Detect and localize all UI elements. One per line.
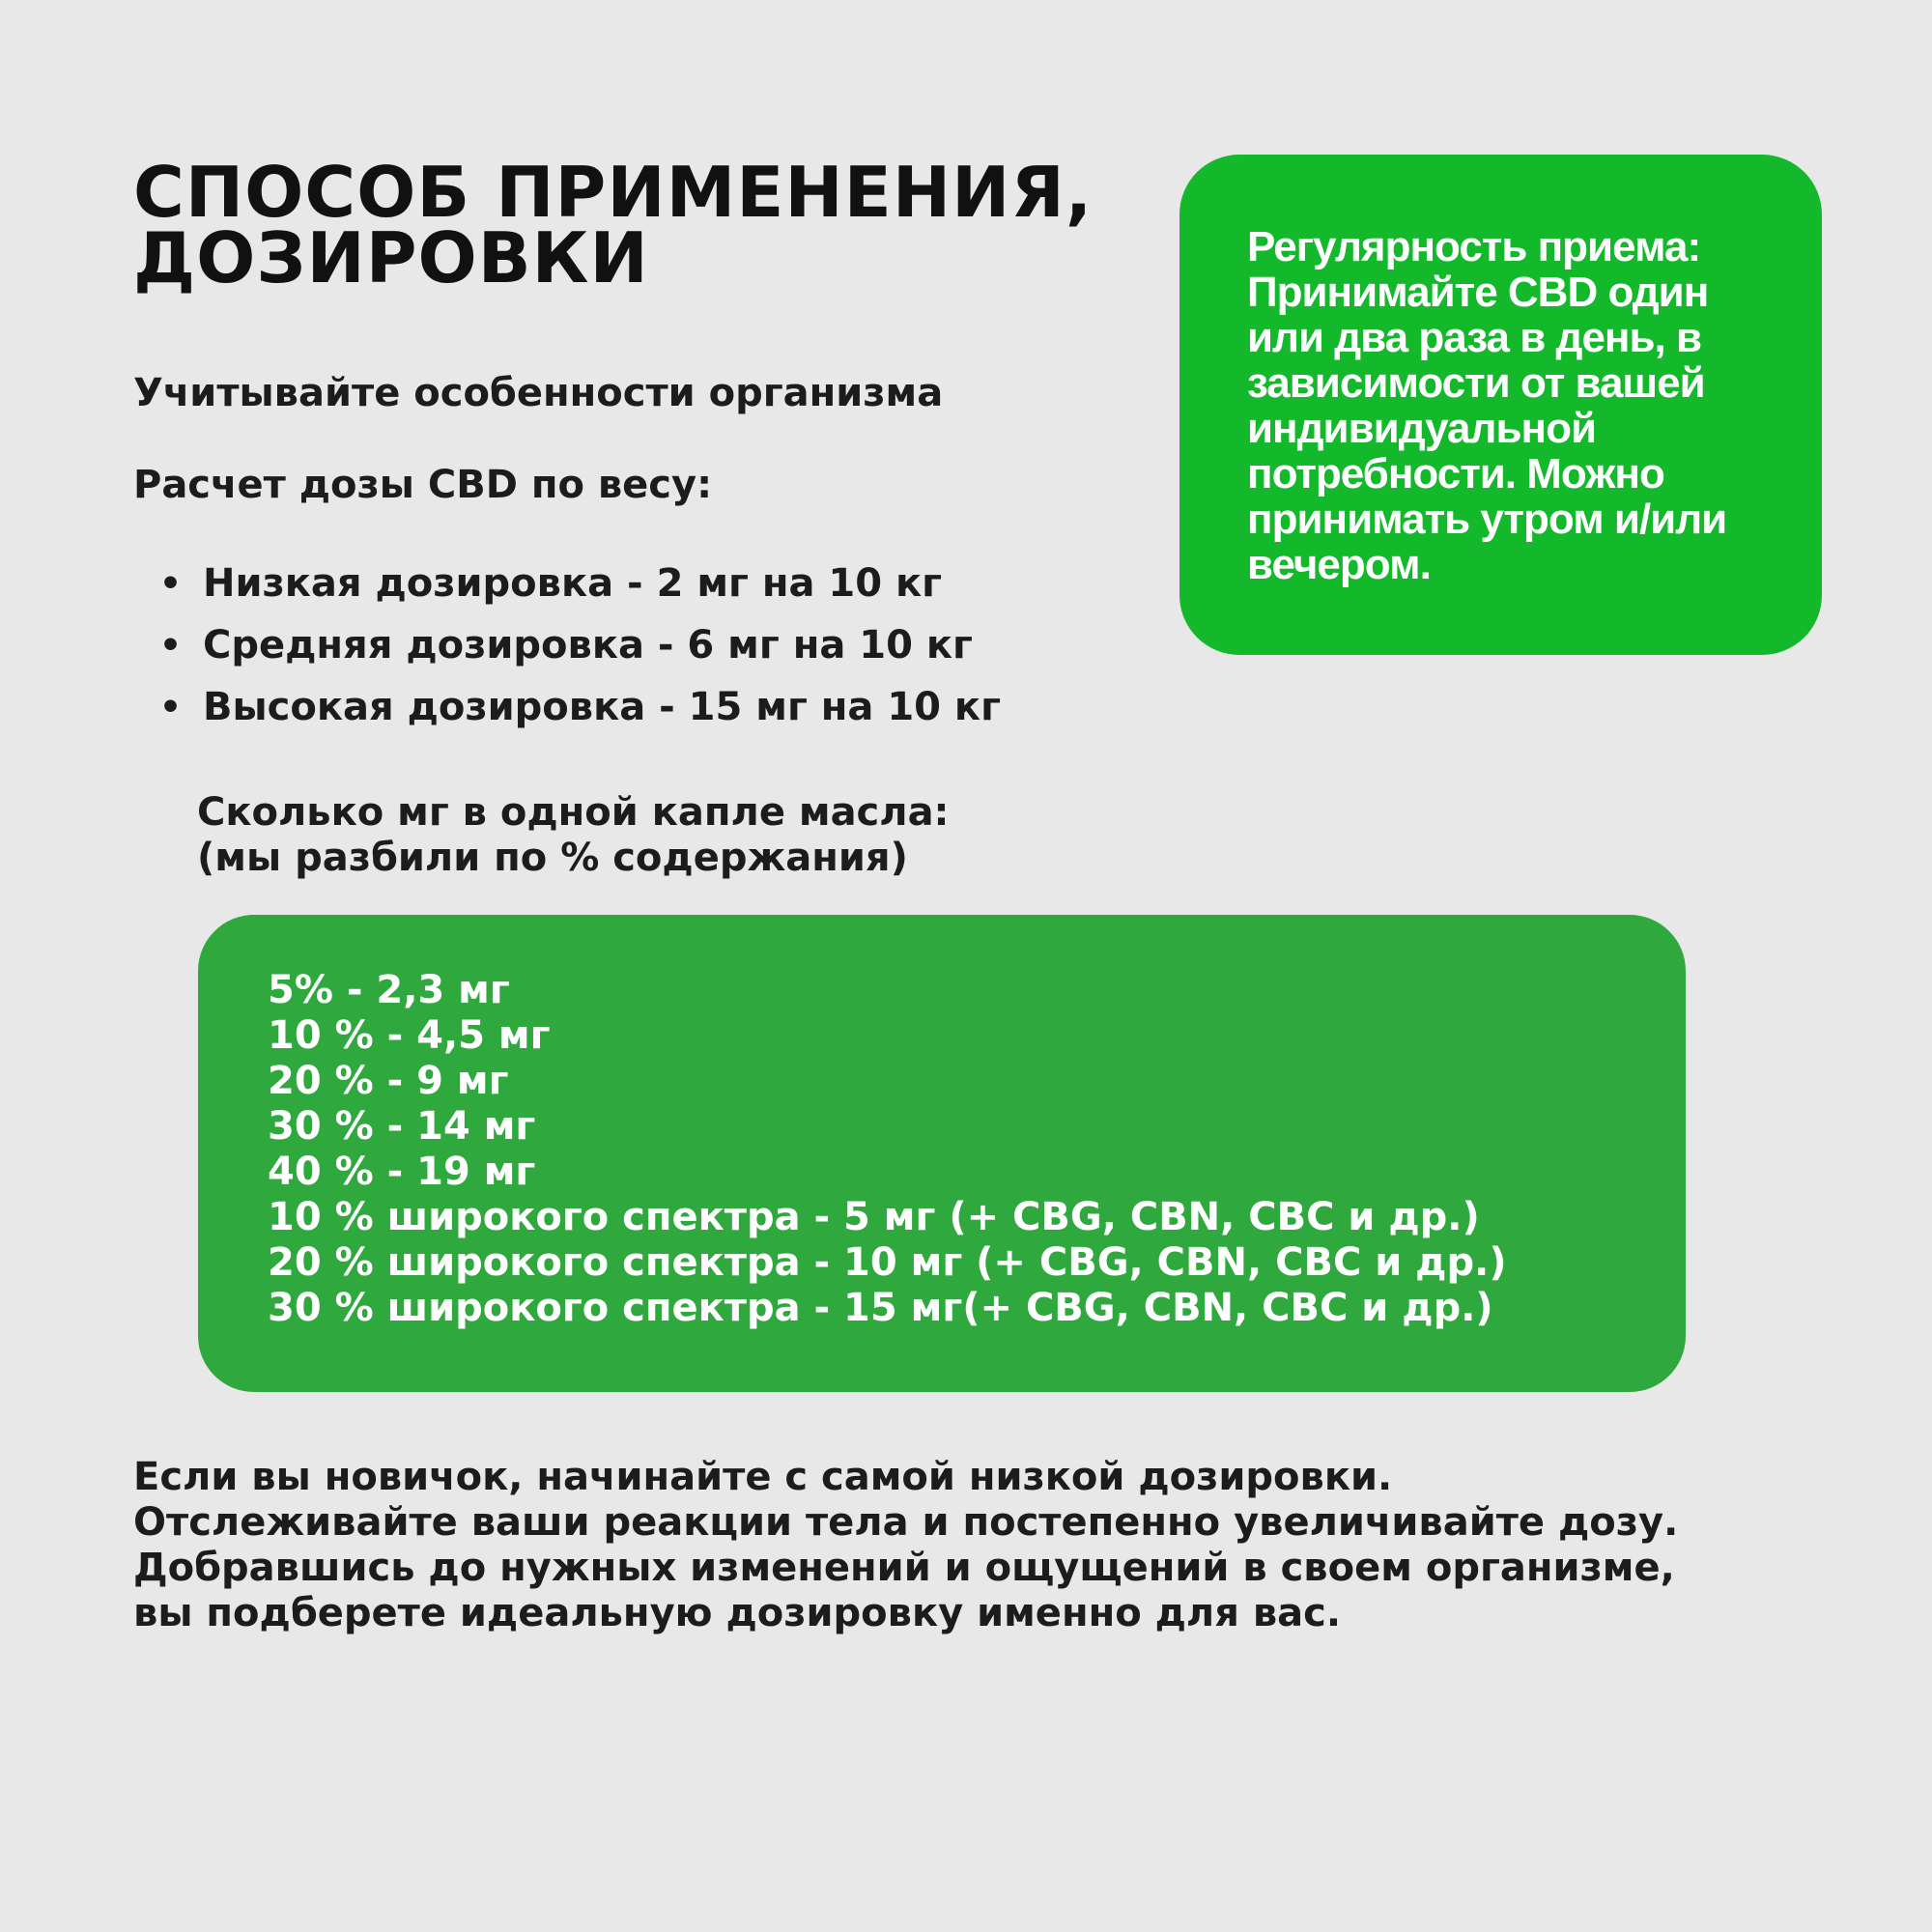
- page-title: [133, 152, 1094, 298]
- subtitle: Учитывайте особенности организма: [133, 371, 944, 415]
- advice-line: вы подберете идеальную дозировку именно для вас.: [133, 1591, 1342, 1635]
- regularity-card: [1179, 155, 1822, 655]
- dose-list: [159, 553, 1001, 738]
- drop-info-heading: [197, 790, 950, 881]
- drop-row: 10 % - 4,5 мг: [268, 1013, 551, 1058]
- regularity-text: [1247, 224, 1789, 587]
- regularity-line: Регулярность приема:: [1247, 223, 1701, 270]
- weight-calc-heading: Расчет дозы CBD по весу:: [133, 463, 713, 507]
- advice-line: Если вы новичок, начинайте с самой низкой дозировки.: [133, 1455, 1393, 1499]
- regularity-line: принимать утром и/или: [1247, 496, 1727, 543]
- drop-info-heading-line-1: Сколько мг в одной капле масла:: [197, 790, 950, 835]
- regularity-line: вечером.: [1247, 541, 1431, 588]
- bullet-icon: •: [159, 625, 183, 666]
- page-title-line-1: СПОСОБ ПРИМЕНЕНИЯ,: [133, 152, 1094, 233]
- drop-row: 20 % - 9 мг: [268, 1059, 509, 1103]
- regularity-line: зависимости от вашей: [1247, 359, 1705, 407]
- dose-item-high: [159, 676, 1001, 738]
- drop-row: 30 % - 14 мг: [268, 1104, 536, 1149]
- regularity-line: потребности. Можно: [1247, 450, 1664, 497]
- drop-row: 5% - 2,3 мг: [268, 968, 510, 1012]
- dose-item-label: Средняя дозировка - 6 мг на 10 кг: [203, 623, 973, 668]
- dose-item-medium: [159, 614, 1001, 676]
- regularity-line: индивидуальной: [1247, 405, 1597, 452]
- dose-item-label: Низкая дозировка - 2 мг на 10 кг: [203, 561, 943, 606]
- drop-info-heading-line-2: (мы разбили по % содержания): [197, 836, 908, 880]
- drop-row: 30 % широкого спектра - 15 мг(+ CBG, CBN, CBC и др.): [268, 1286, 1493, 1330]
- advice-line: Отслеживайте ваши реакции тела и постепенно увеличивайте дозу.: [133, 1500, 1679, 1545]
- dose-item-low: [159, 553, 1001, 614]
- regularity-line: или два раза в день, в: [1247, 314, 1702, 361]
- advice-line: Добравшись до нужных изменений и ощущений в своем организме,: [133, 1546, 1675, 1590]
- page-title-line-2: ДОЗИРОВКИ: [133, 217, 649, 298]
- drop-row: 40 % - 19 мг: [268, 1150, 536, 1194]
- bullet-icon: •: [159, 563, 183, 604]
- bullet-icon: •: [159, 687, 183, 727]
- regularity-line: Принимайте CBD один: [1247, 269, 1709, 316]
- beginner-advice: [133, 1455, 1678, 1636]
- dose-item-label: Высокая дозировка - 15 мг на 10 кг: [203, 685, 1001, 729]
- drop-row: 10 % широкого спектра - 5 мг (+ CBG, CBN, CBC и др.): [268, 1195, 1480, 1239]
- drop-row: 20 % широкого спектра - 10 мг (+ CBG, CBN, CBC и др.): [268, 1240, 1507, 1285]
- drops-card: [198, 915, 1686, 1392]
